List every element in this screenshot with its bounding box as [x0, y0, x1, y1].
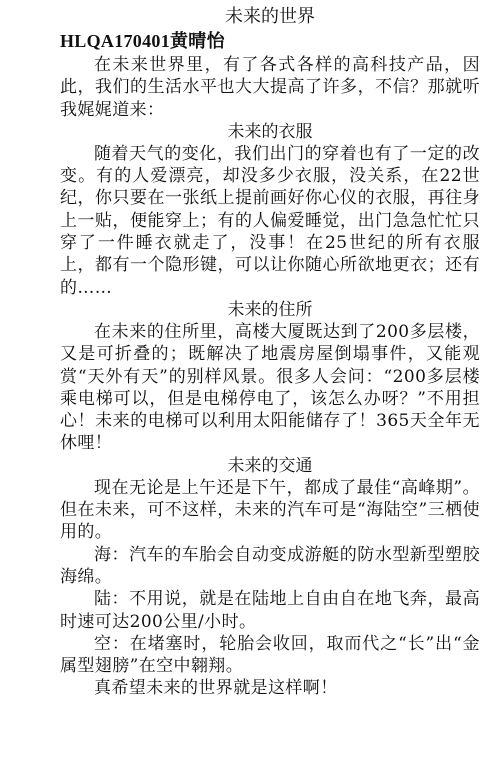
essay-title: 未来的世界 — [225, 6, 315, 27]
transport-sea-paragraph: 海：汽车的车胎会自动变成游艇的防水型新型塑胶海绵。 — [60, 544, 480, 587]
closing-paragraph: 真希望未来的世界就是这样啊！ — [94, 678, 338, 699]
transport-paragraph: 现在无论是上午还是下午，都成了最佳“高峰期”。但在未来，可不这样，未来的汽车可是“海陆空”三栖使用的。 — [60, 477, 480, 543]
clothes-paragraph: 随着天气的变化，我们出门的穿着也有了一定的改变。有的人爱漂亮，却没多少衣服，没关系，在22世纪，你只要在一张纸上提前画好你心仪的衣服，再往身上一贴，便能穿上；有的人偏爱睡觉，出门急急忙忙只穿了一件睡衣就走了，没事！在25世纪的所有衣服上，都有一个隐形键，可以让你随心所欲地更衣；还有的…… — [60, 143, 480, 298]
transport-air-paragraph: 空：在堵塞时，轮胎会收回，取而代之“长”出“金属型翅膀”在空中翱翔。 — [60, 633, 480, 677]
section-heading-housing: 未来的住所 — [227, 299, 313, 320]
section-heading-transport: 未来的交通 — [227, 455, 313, 476]
transport-land-paragraph: 陆：不用说，就是在陆地上自由自在地飞奔，最高时速可达200公里/小时。 — [60, 589, 480, 632]
intro-paragraph: 在未来世界里，有了各式各样的高科技产品，因此，我们的生活水平也大大提高了许多，不信？那就听我娓娓道来： — [60, 55, 480, 120]
housing-paragraph: 在未来的住所里，高楼大厦既达到了200多层楼，又是可折叠的；既解决了地震房屋倒塌事件，又能观赏“天外有天”的别样风景。很多人会问：“200多层楼乘电梯可以，但是电梯停电了，该怎么办呀？”不用担心！未来的电梯可以利用太阳能储存了！365天全年无休哩！ — [60, 321, 480, 454]
section-heading-clothes: 未来的衣服 — [227, 121, 313, 142]
author-line: HLQA170401黄晴怡 — [60, 31, 225, 51]
